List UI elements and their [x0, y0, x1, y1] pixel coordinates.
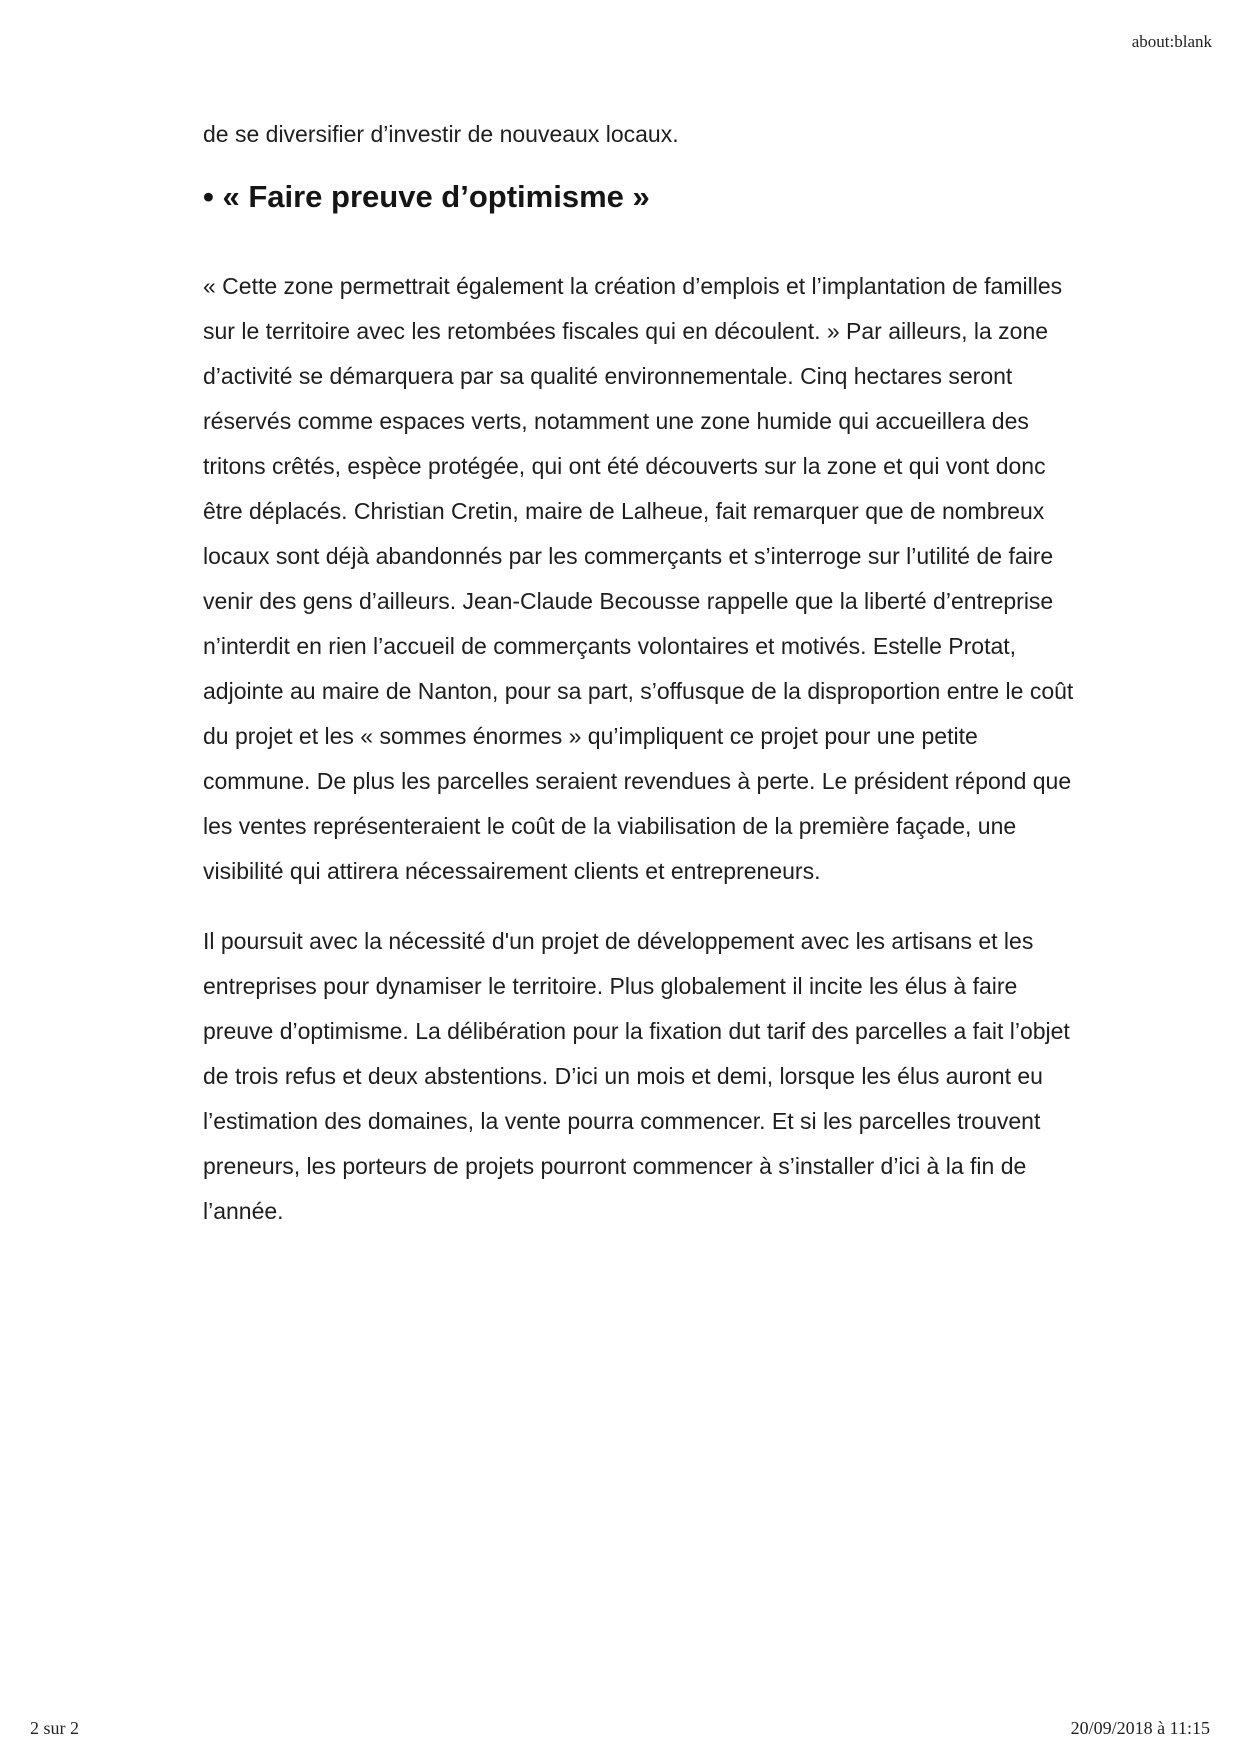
print-timestamp: 20/09/2018 à 11:15 [1070, 1718, 1210, 1738]
article-lead-line: de se diversifier d’investir de nouveaux locaux. [203, 121, 679, 147]
article-body [203, 112, 1083, 1234]
article-paragraph-1: « Cette zone permettrait également la création d’emplois et l’implantation de familles sur le territoire avec les retombées fiscales qui en découlent. » Par ailleurs, la zone d’activité se démarquera par sa qualité environnementale. Cinq hectares seront réservés comme espaces verts, notamment une zone humide qui accueillera des tritons crêtés, espèce protégée, qui ont été découverts sur la zone et qui vont donc être déplacés. Christian Cretin, maire de Lalheue, fait remarquer que de nombreux locaux sont déjà abandonnés par les commerçants et s’interroge sur l’utilité de faire venir des gens d’ailleurs. Jean-Claude Becousse rappelle que la liberté d’entreprise n’interdit en rien l’accueil de commerçants volontaires et motivés. Estelle Protat, adjointe au maire de Nanton, pour sa part, s’offusque de la disproportion entre le coût du projet et les « sommes énormes » qu’impliquent ce projet pour une petite commune. De plus les parcelles seraient revendues à perte. Le président répond que les ventes représenteraient le coût de la viabilisation de la première façade, une visibilité qui attirera nécessairement clients et entrepreneurs. [203, 273, 1074, 884]
article-paragraph-2: Il poursuit avec la nécessité d'un projet de développement avec les artisans et les entreprises pour dynamiser le territoire. Plus globalement il incite les élus à faire preuve d’optimisme. La délibération pour la fixation dut tarif des parcelles a fait l’objet de trois refus et deux abstentions. D’ici un mois et demi, lorsque les élus auront eu l’estimation des domaines, la vente pourra commencer. Et si les parcelles trouvent preneurs, les porteurs de projets pourront commencer à s’installer d’ici à la fin de l’année. [203, 928, 1070, 1224]
print-header-url: about:blank [1131, 32, 1212, 51]
section-heading: • « Faire preuve d’optimisme » [203, 179, 650, 214]
page-indicator: 2 sur 2 [30, 1718, 79, 1738]
